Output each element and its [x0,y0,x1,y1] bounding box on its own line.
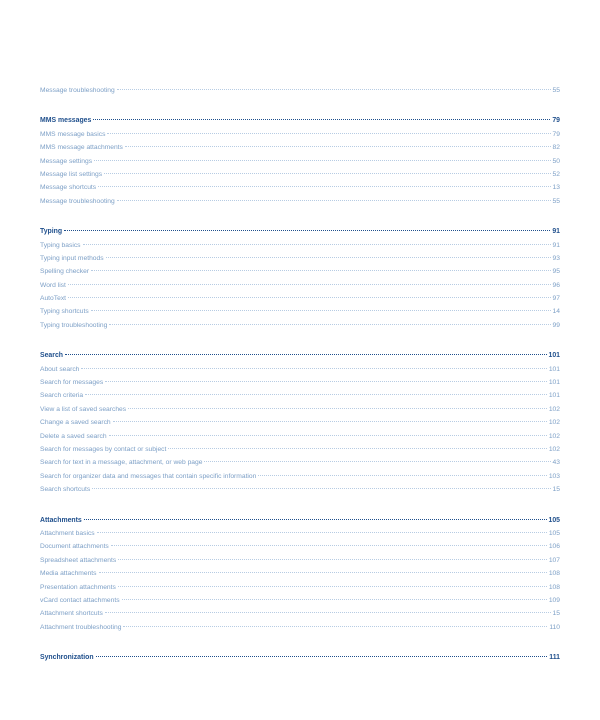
dot-leader [117,199,551,201]
entry-title: Spelling checker [40,268,90,276]
toc-entry[interactable] [40,305,560,318]
toc-entry[interactable] [40,84,560,97]
entry-title: About search [40,365,80,373]
page-number: 108 [548,570,560,578]
dot-leader [168,447,546,449]
page-number: 99 [552,321,560,329]
toc-section [40,338,560,496]
toc-entry[interactable] [40,456,560,469]
page-number: 91 [552,228,560,236]
toc-entry[interactable] [40,141,560,154]
entry-title: View a list of saved searches [40,405,127,413]
toc-section-header[interactable] [40,114,560,127]
toc-entry[interactable] [40,607,560,620]
entry-title: Change a saved search [40,419,111,427]
entry-title: Presentation attachments [40,583,116,591]
dot-leader [81,367,546,369]
toc-entry[interactable] [40,554,560,567]
toc-section [40,640,560,664]
page-number: 82 [552,144,560,152]
toc-entry[interactable] [40,416,560,429]
entry-title: Search for organizer data and messages that contain specific information [40,472,257,480]
section-spacer [40,503,560,514]
toc-entry[interactable] [40,540,560,553]
dot-leader [118,585,547,587]
dot-leader [91,309,551,311]
toc-entry[interactable] [40,403,560,416]
dot-leader [98,185,550,187]
page-number: 102 [548,419,560,427]
dot-leader [105,611,551,613]
entry-title: Search for messages by contact or subject [40,445,167,453]
page-number: 101 [548,365,560,373]
toc-section-header[interactable] [40,651,560,664]
toc-section [40,214,560,332]
dot-leader [93,118,550,120]
dot-leader [94,159,551,161]
entry-title: Search for text in a message, attachment, or web page [40,459,203,467]
dot-leader [258,474,546,476]
dot-leader [84,518,547,520]
toc-entry[interactable] [40,252,560,265]
dot-leader [122,598,547,600]
page-number: 93 [552,254,560,262]
section-title: MMS messages [40,117,92,125]
section-title: Synchronization [40,654,94,662]
toc-entry[interactable] [40,527,560,540]
dot-leader [91,269,550,271]
dot-leader [123,625,547,627]
toc-entry[interactable] [40,376,560,389]
dot-leader [104,172,550,174]
toc-entry[interactable] [40,363,560,376]
toc-section [40,84,560,97]
page-number: 110 [549,623,560,631]
page-number: 106 [548,543,560,551]
entry-title: Search criteria [40,392,84,400]
toc-section [40,503,560,635]
page-number: 79 [552,130,560,138]
entry-title: Message settings [40,157,93,165]
dot-leader [97,531,547,533]
toc-entry[interactable] [40,195,560,208]
page-number: 15 [552,610,560,618]
dot-leader [68,296,551,298]
entry-title: Message troubleshooting [40,197,115,205]
dot-leader [109,434,547,436]
entry-title: Delete a saved search [40,432,107,440]
toc-entry[interactable] [40,581,560,594]
page-number: 15 [552,486,560,494]
entry-title: Typing input methods [40,254,104,262]
page-number: 102 [548,405,560,413]
entry-title: vCard contact attachments [40,596,120,604]
dot-leader [128,407,547,409]
dot-leader [111,544,547,546]
page-number: 109 [548,596,560,604]
section-title: Typing [40,228,63,236]
section-spacer [40,103,560,114]
page-number: 108 [548,583,560,591]
dot-leader [92,487,550,489]
toc-entry[interactable] [40,279,560,292]
section-title: Search [40,352,63,360]
dot-leader [99,571,547,573]
entry-title: Spreadsheet attachments [40,556,117,564]
entry-title: Attachment troubleshooting [40,623,122,631]
dot-leader [64,229,550,231]
page-number: 55 [552,197,560,205]
entry-title: AutoText [40,295,67,303]
toc-entry[interactable] [40,181,560,194]
toc-section-header[interactable] [40,514,560,527]
page-number: 55 [552,87,560,94]
entry-title: Typing basics [40,241,81,249]
page-number: 14 [552,308,560,316]
entry-title: Search shortcuts [40,486,91,494]
entry-title: Message troubleshooting [40,87,115,94]
entry-title: Word list [40,281,66,289]
toc-entry[interactable] [40,292,560,305]
toc-section [40,103,560,208]
page-number: 96 [552,281,560,289]
entry-title: Message shortcuts [40,184,97,192]
dot-leader [107,132,550,134]
page-number: 101 [548,379,560,387]
entry-title: Media attachments [40,570,97,578]
dot-leader [125,145,551,147]
toc-entry[interactable] [40,389,560,402]
dot-leader [83,243,551,245]
section-spacer [40,338,560,349]
page-number: 79 [552,117,560,125]
page-number: 91 [552,241,560,249]
dot-leader [109,323,550,325]
page-number: 13 [552,184,560,192]
toc-entry[interactable] [40,430,560,443]
toc-entry[interactable] [40,265,560,278]
entry-title: Message list settings [40,170,103,178]
section-title: Attachments [40,516,82,524]
dot-leader [117,88,551,90]
dot-leader [204,460,550,462]
toc-entry[interactable] [40,470,560,483]
dot-leader [105,380,547,382]
entry-title: MMS message attachments [40,144,123,152]
dot-leader [96,655,548,657]
page-number: 101 [548,352,560,360]
toc-entry[interactable] [40,155,560,168]
dot-leader [118,558,547,560]
page-number: 101 [548,392,560,400]
entry-title: Attachment basics [40,529,95,537]
entry-title: Document attachments [40,543,109,551]
dot-leader [68,283,551,285]
section-spacer [40,214,560,225]
toc-entry[interactable] [40,239,560,252]
page-number: 95 [552,268,560,276]
page-number: 102 [548,445,560,453]
page-number: 103 [548,472,560,480]
page-number: 111 [549,654,560,662]
page-number: 52 [552,170,560,178]
toc-entry[interactable] [40,443,560,456]
entry-title: Typing troubleshooting [40,321,108,329]
toc-entry[interactable] [40,621,560,634]
dot-leader [113,420,547,422]
page-number: 105 [548,529,560,537]
table-of-contents [40,84,560,670]
entry-title: Attachment shortcuts [40,610,103,618]
toc-entry[interactable] [40,594,560,607]
toc-entry[interactable] [40,319,560,332]
page-number: 102 [548,432,560,440]
page-number: 43 [552,459,560,467]
page-number: 97 [552,295,560,303]
page-number: 50 [552,157,560,165]
dot-leader [106,256,551,258]
entry-title: MMS message basics [40,130,106,138]
page-number: 105 [548,516,560,524]
toc-entry[interactable] [40,128,560,141]
entry-title: Search for messages [40,379,104,387]
dot-leader [85,393,547,395]
toc-entry[interactable] [40,483,560,496]
toc-section-header[interactable] [40,349,560,362]
toc-entry[interactable] [40,168,560,181]
toc-section-header[interactable] [40,225,560,238]
page-number: 107 [548,556,560,564]
section-spacer [40,640,560,651]
toc-entry[interactable] [40,567,560,580]
entry-title: Typing shortcuts [40,308,89,316]
dot-leader [65,353,547,355]
